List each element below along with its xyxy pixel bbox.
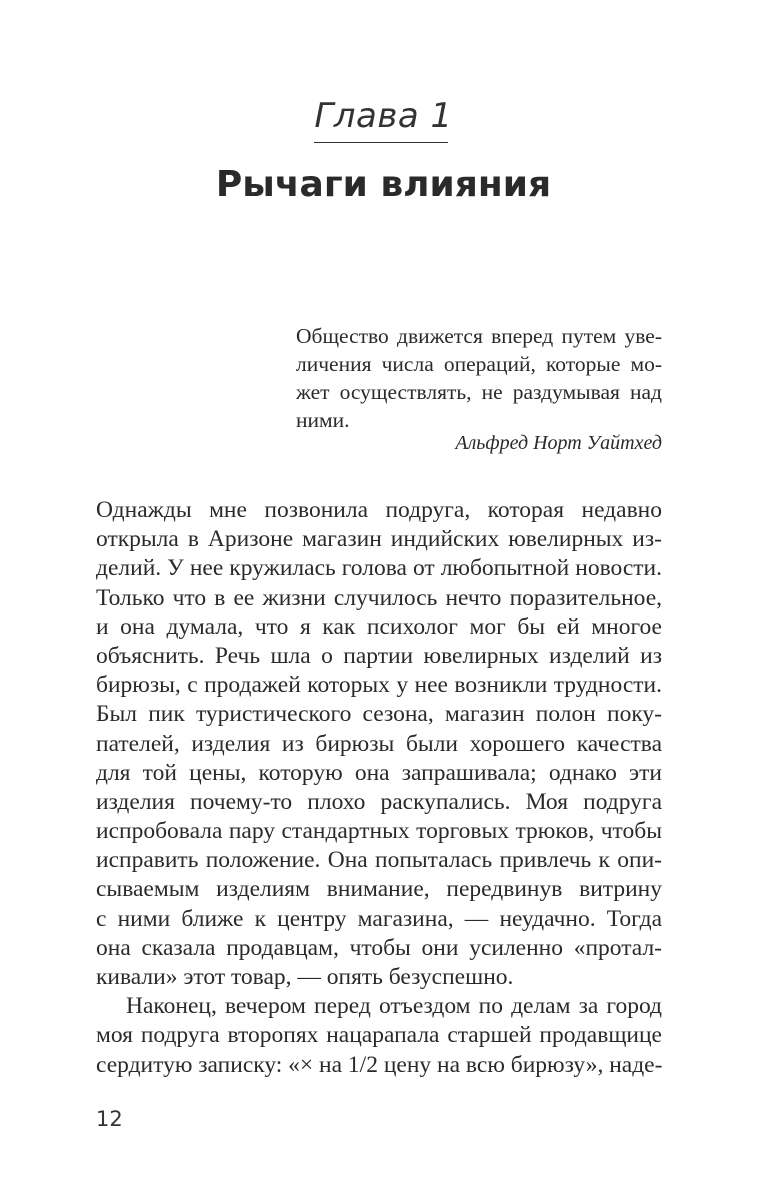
chapter-underline xyxy=(314,142,448,143)
text-line: исправить положение. Она попыталась привлечь к опи- xyxy=(96,847,662,874)
text-line: с ними ближе к центру магазина, — неудачно. Тогда xyxy=(96,905,662,932)
chapter-title: Рычаги влияния xyxy=(215,164,552,205)
page-number: 12 xyxy=(96,1107,123,1131)
text-line: Был пик туристического сезона, магазин полон поку- xyxy=(96,701,662,728)
paragraph-1 xyxy=(96,496,662,992)
text-line: моя подруга второпях нацарапала старшей продавщице xyxy=(96,1022,662,1049)
text-line: бирюзы, с продажей которых у нее возникли трудности. xyxy=(96,672,662,699)
text-line: сываемым изделиям внимание, передвинув витрину xyxy=(96,876,662,903)
text-line: Однажды мне позвонила подруга, которая недавно xyxy=(96,497,662,523)
epigraph-line: личения числа операций, которые мо- xyxy=(296,352,662,376)
text-line: для той цены, которую она запрашивала; однако эти xyxy=(96,759,662,786)
text-line: делий. У нее кружилась голова от любопытной новости. xyxy=(96,555,662,582)
epigraph-line: жет осуществлять, не раздумывая над xyxy=(296,380,662,404)
text-line: испробовала пару стандартных торговых трюков, чтобы xyxy=(96,818,662,845)
text-line: объяснить. Речь шла о партии ювелирных изделий из xyxy=(96,642,662,669)
text-line: сердитую записку: «× на 1/2 цену на всю бирюзу», наде- xyxy=(96,1051,663,1078)
paragraph-2 xyxy=(96,992,662,1080)
chapter-label: Глава 1 xyxy=(314,96,453,136)
body-text xyxy=(96,496,662,1080)
epigraph-line: Общество движется вперед путем уве- xyxy=(296,324,662,348)
epigraph-author: Альфред Норт Уайтхед xyxy=(455,432,662,454)
text-line: Только что в ее жизни случилось нечто поразительное, xyxy=(96,584,662,611)
epigraph-line: ними. xyxy=(296,408,350,432)
text-line: Наконец, вечером перед отъездом по делам за город xyxy=(126,993,662,1020)
text-line: открыла в Аризоне магазин индийских ювелирных из- xyxy=(96,526,662,553)
text-line: пателей, изделия из бирюзы были хорошего качества xyxy=(96,730,662,757)
text-line: кивали» этот товар, — опять безуспешно. xyxy=(96,964,514,990)
text-line: изделия почему-то плохо раскупались. Моя подруга xyxy=(96,788,662,815)
epigraph xyxy=(296,322,662,434)
text-line: и она думала, что я как психолог мог бы ей многое xyxy=(96,613,662,640)
text-line: она сказала продавцам, чтобы они усиленно «протал- xyxy=(96,934,662,961)
